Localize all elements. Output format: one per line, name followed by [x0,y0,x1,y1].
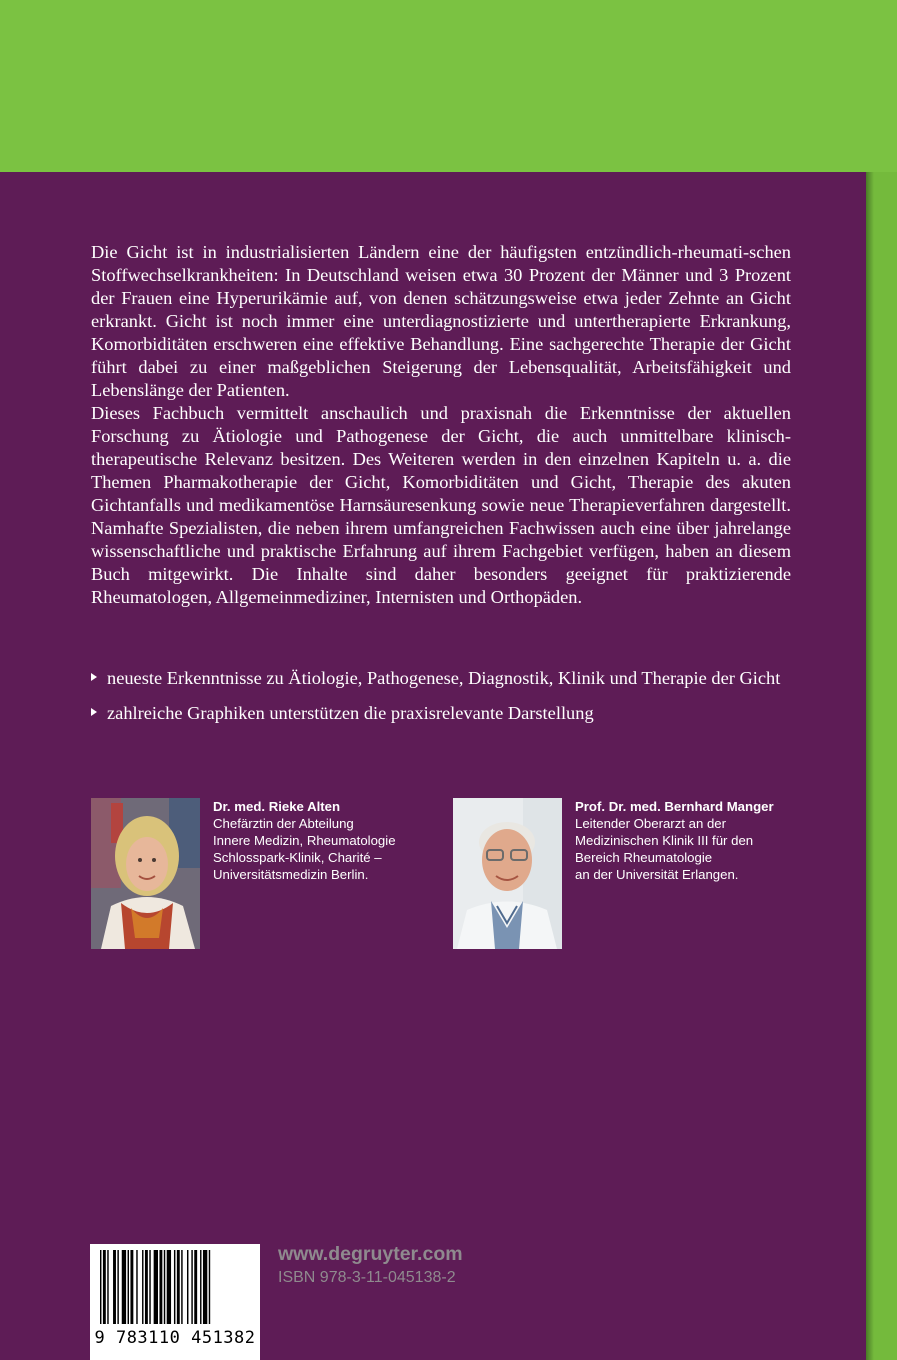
author-bio-line: Bereich Rheumatologie [575,850,713,865]
author-bio-alten [213,798,396,883]
author-photo-manger [453,798,562,949]
author-name: Dr. med. Rieke Alten [213,799,341,814]
barcode-bar [177,1250,180,1324]
list-item-text: zahlreiche Graphiken unterstützen die praxisrelevante Darstellung [107,703,594,723]
blurb-text [91,241,791,609]
barcode-bar [122,1250,126,1324]
barcode-bar [187,1250,188,1324]
barcode-bar [203,1250,207,1324]
portrait-woman-icon [91,798,200,949]
barcode-bar [130,1250,133,1324]
author-photo-alten [91,798,200,949]
author-name: Prof. Dr. med. Bernhard Manger [575,799,774,814]
barcode-bars-icon [100,1250,250,1324]
barcode-bar [103,1250,106,1324]
barcode-number: 9 783110 451382 [94,1328,256,1348]
barcode-bar [117,1250,118,1324]
barcode-bar [100,1250,101,1324]
panel-shadow [866,172,874,1360]
barcode-bar [159,1250,162,1324]
triangle-bullet-icon [91,673,97,681]
blurb-paragraph-1: Die Gicht ist in industrialisierten Ländern eine der häufigsten entzündlich-rheumati-schen Stoffwechselkrankheiten: In Deutschland weisen etwa 30 Prozent der Männer und 3 Prozent der Frauen eine Hyperurikämie auf, von denen schätzungsweise etwa jeder Zehnte an Gicht erkrankt. Gicht ist noch immer eine unterdiagnostizierte und untertherapierte Erkrankung, Komorbiditäten erschweren eine effektive Behandlung. Eine sachgerechte Therapie der Gicht führt dabei zu einer maßgeblichen Steigerung der Lebensqualität, Arbeitsfähigkeit und Lebenslänge der Patienten. [91,242,791,400]
isbn-number: ISBN 978-3-11-045138-2 [278,1269,456,1286]
barcode-bar [164,1250,165,1324]
author-bio-line: Leitender Oberarzt an der [575,816,727,831]
author-bio-manger [575,798,774,883]
author-bio-line: Chefärztin der Abteilung [213,816,354,831]
barcode-bar [136,1250,137,1324]
green-border-top [0,0,897,172]
publisher-website[interactable]: www.degruyter.com [278,1243,463,1265]
author-bio-line: Innere Medizin, Rheumatologie [213,833,396,848]
barcode-bar [174,1250,175,1324]
author-bio-line: Universitätsmedizin Berlin. [213,867,369,882]
barcode-bar [209,1250,210,1324]
barcode-bar [191,1250,192,1324]
barcode-bar [149,1250,150,1324]
portrait-man-icon [453,798,562,949]
triangle-bullet-icon [91,708,97,716]
barcode-bar [128,1250,129,1324]
barcode-bar [154,1250,158,1324]
barcode-bar [200,1250,201,1324]
barcode-bar [107,1250,108,1324]
barcode-bar [113,1250,116,1324]
barcode-bar [181,1250,182,1324]
list-item [91,667,791,690]
author-bio-line: Schlosspark-Klinik, Charité – [213,850,382,865]
barcode-bar [142,1250,143,1324]
feature-list [91,667,791,737]
author-bio-line: an der Universität Erlangen. [575,867,739,882]
list-item-text: neueste Erkenntnisse zu Ätiologie, Pathogenese, Diagnostik, Klinik und Therapie der Gicht [107,668,781,688]
barcode [90,1244,260,1360]
barcode-bar [145,1250,148,1324]
blurb-paragraph-2: Dieses Fachbuch vermittelt anschaulich und praxisnah die Erkenntnisse der aktuellen Forschung zu Ätiologie und Pathogenese der Gicht, die auch unmittelbare klinisch-therapeutische Relevanz besitzen. Des Weiteren werden in den einzelnen Kapiteln u. a. die Themen Pharmakotherapie der Gicht, Komorbiditäten und Gicht, Therapie des akuten Gichtanfalls und medikamentöse Harnsäuresenkung sowie neue Therapieverfahren dargestellt. Namhafte Spezialisten, die neben ihrem umfangreichen Fachwissen auch eine über jahrelange wissenschaftliche und praktische Erfahrung auf ihrem Fachgebiet verfügen, haben an diesem Buch mitgewirkt. Die Inhalte sind daher besonders geeignet für praktizierende Rheumatologen, Allgemeinmediziner, Internisten und Orthopäden. [91,403,791,607]
list-item [91,702,791,725]
author-bio-line: Medizinischen Klinik III für den [575,833,754,848]
barcode-bar [167,1250,171,1324]
barcode-bar [194,1250,197,1324]
